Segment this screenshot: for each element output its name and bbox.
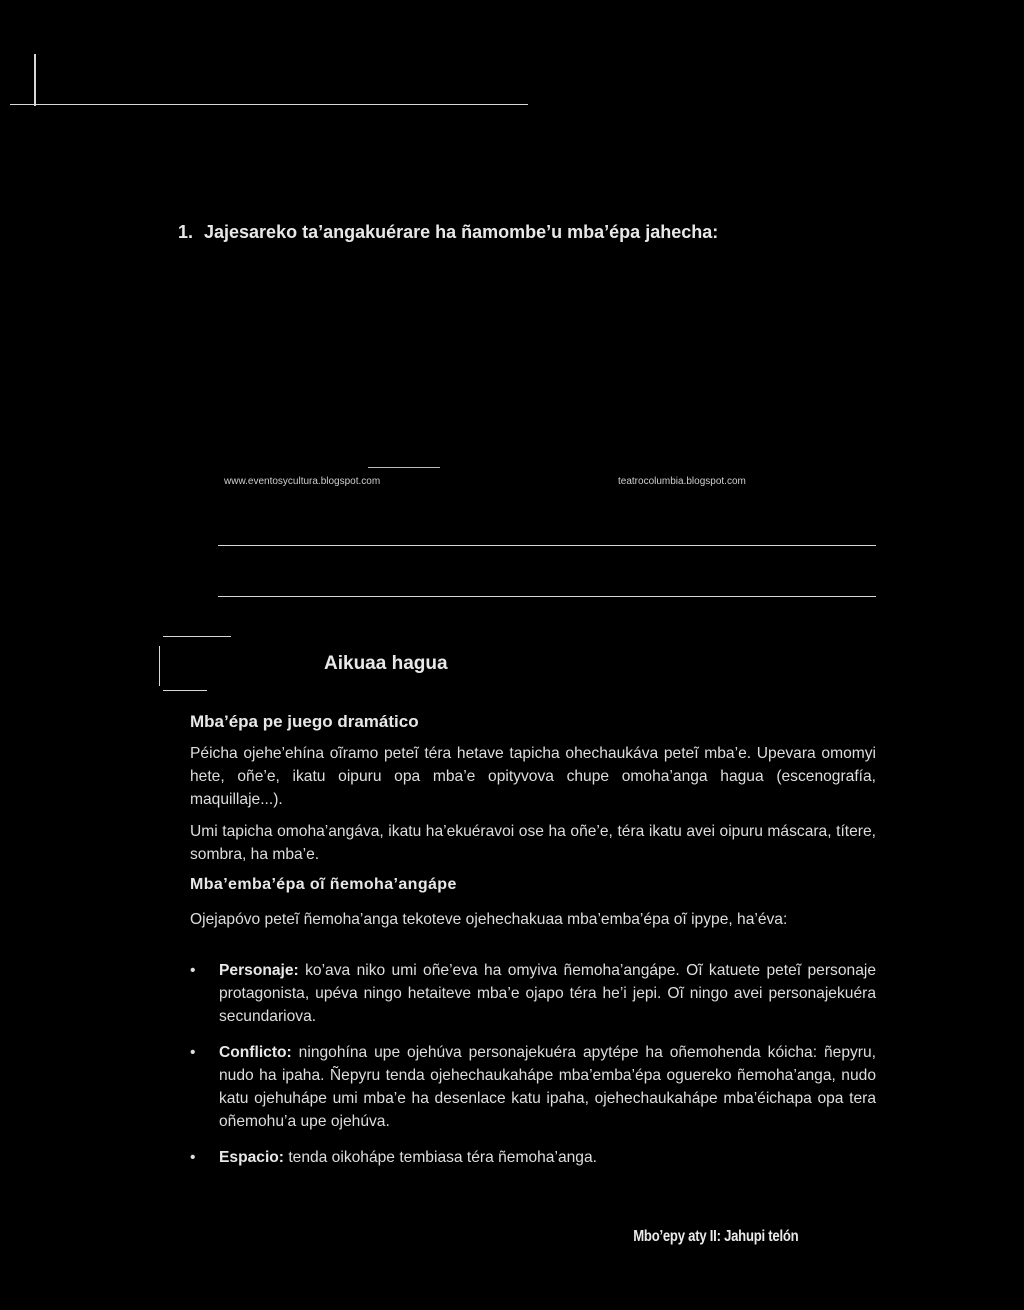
text-espacio: tenda oikoháp‌e tembiasa téra ñemoha’anga. <box>284 1149 597 1166</box>
image-credit-right: teatrocolumbia.blogspot.com <box>618 476 746 487</box>
section-box-top-rule <box>163 636 231 637</box>
bullet-icon: • <box>190 1149 196 1166</box>
header-horizontal-rule <box>10 104 528 105</box>
list-item-conflicto <box>190 1041 876 1133</box>
term-personaje: Personaje: <box>219 962 299 979</box>
paragraph-elements-intro: Ojejapóvo peteĩ ñemoha’anga tekoteve ojehechakuaa mba’emba’épa oĩ ipype, ha’éva: <box>190 911 788 928</box>
section-box-bottom-rule <box>163 690 207 691</box>
paragraph-definition: Péicha ojehe’ehína oĩramo peteĩ téra hetave tapicha ohechaukáva peteĩ mba’e. Upevara omomyi hete, oñe’e, ikatu oipuru opa mba’e opityvova chupe omoha’anga hagua (escenografía, maquillaje...). <box>190 745 876 808</box>
term-espacio: Espacio: <box>219 1149 284 1166</box>
list-item-espacio <box>190 1146 876 1169</box>
paragraph-actors: Umi tapicha omoha’angáva, ikatu ha’ekuéravoi ose ha oñe’e, téra ikatu avei oipuru máscara, títere, sombra, ha mba’e. <box>190 823 876 863</box>
elements-list <box>190 959 876 1169</box>
list-item-personaje <box>190 959 876 1028</box>
question-number: 1. <box>178 222 194 242</box>
heading-elements: Mba’emba’épa oĩ ñemoha’angápe <box>190 876 457 893</box>
term-conflicto: Conflicto: <box>219 1044 292 1061</box>
image-credit-left: www.eventosycultura.blogspot.com <box>224 476 381 487</box>
header-vertical-rule <box>34 54 36 106</box>
footer-unit-title: Mbo’epy aty II: Jahupi telón <box>632 1228 798 1245</box>
question-1 <box>178 222 718 243</box>
question-text: Jajesareko ta’angakuérare ha ñamombe’u mba’épa jahecha: <box>204 222 719 242</box>
answer-line-1 <box>218 545 876 546</box>
bullet-icon: • <box>190 962 196 979</box>
heading-juego-dramatico: Mba’épa pe juego dramático <box>190 712 419 731</box>
text-conflicto: ningohína upe ojehúva personajekuéra apytépe ha oñemohenda kóicha: ñepyru, nudo ha ipaha. Ñepyru tenda ojehechaukahápe mba’emba’épa oguereko ñemoha’anga, nudo katu ojehuhápe umi mba’e ha desenlace katu ipaha, ojehechaukahápe mba’éichapa opa tera oñemohu’a upe ojehúva. <box>219 1044 876 1130</box>
image-edge-mark <box>368 467 440 468</box>
section-box-left-rule <box>159 646 160 686</box>
answer-line-2 <box>218 596 876 597</box>
text-personaje: ko’ava niko umi oñe’eva ha omyiva ñemoha’angápe. Oĩ katuete peteĩ personaje protagonista, upéva ningo hetaiteve mba’e ojapo téra he’i jepi. Oĩ ningo avei personajekuéra secundariova. <box>219 962 876 1025</box>
section-title: Aikuaa hagua <box>324 653 448 674</box>
bullet-icon: • <box>190 1044 196 1061</box>
